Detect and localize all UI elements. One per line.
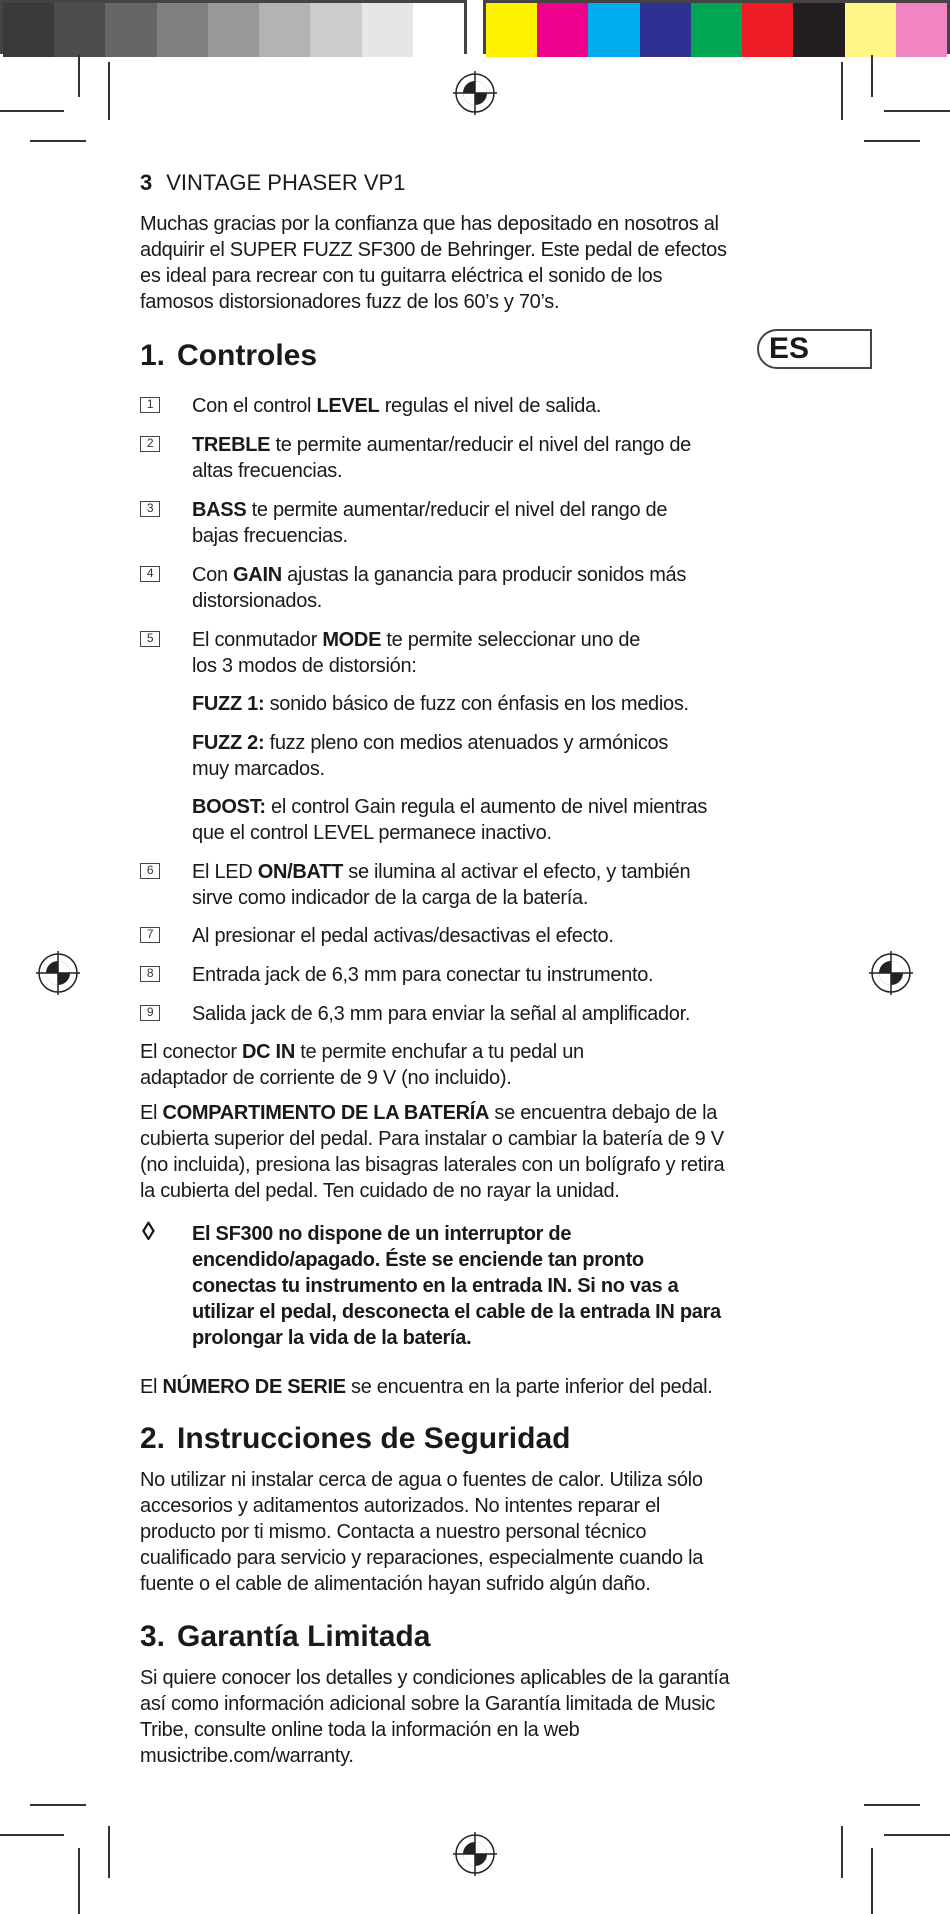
crop-mark	[884, 1834, 950, 1836]
gray-calibration-bar	[0, 0, 467, 54]
section-title: Controles	[177, 339, 318, 372]
crop-mark	[108, 62, 110, 120]
battery-paragraph: El COMPARTIMENTO DE LA BATERÍA se encuentra debajo de la cubierta superior del pedal. Para instalar o cambiar la batería de 9 V (no incluida), presiona las bisagras laterales con un bolígrafo y retira la cubierta del pedal. Ten cuidado de no rayar la unidad.	[140, 1102, 725, 1202]
warranty-paragraph: Si quiere conocer los detalles y condiciones aplicables de la garantía así como información adicional sobre la Garantía limitada de Music Tribe, consulte online toda la información en la web musictribe.com/warranty.	[140, 1667, 730, 1767]
item-text: El conmutador MODE te permite seleccionar uno de los 3 modos de distorsión:	[192, 629, 641, 677]
crop-mark	[0, 110, 64, 112]
page-number: 3	[140, 170, 153, 195]
mode-fuzz1: FUZZ 1: sonido básico de fuzz con énfasis en los medios.	[192, 693, 689, 715]
mode-fuzz2: FUZZ 2: fuzz pleno con medios atenuados y armónicos muy marcados.	[192, 732, 669, 780]
item-text: BASS te permite aumentar/reducir el nivel del rango de bajas frecuencias.	[192, 499, 668, 547]
crop-mark	[841, 62, 843, 120]
gray-swatch	[208, 3, 259, 57]
gray-swatch	[362, 3, 413, 57]
crop-mark	[871, 55, 873, 97]
item-number-box: 9	[140, 1005, 160, 1021]
registration-mark-icon	[869, 951, 913, 995]
item-text: Salida jack de 6,3 mm para enviar la señal al amplificador.	[192, 1003, 691, 1025]
serial-paragraph: El NÚMERO DE SERIE se encuentra en la parte inferior del pedal.	[140, 1376, 713, 1398]
color-swatch	[793, 3, 844, 57]
gray-swatch	[105, 3, 156, 57]
item-text: TREBLE te permite aumentar/reducir el nivel del rango de altas frecuencias.	[192, 434, 691, 482]
item-text: Con el control LEVEL regulas el nivel de salida.	[192, 395, 602, 417]
item-text: Entrada jack de 6,3 mm para conectar tu instrumento.	[192, 964, 654, 986]
crop-mark	[864, 140, 920, 142]
crop-mark	[841, 1826, 843, 1878]
crop-mark	[30, 1804, 86, 1806]
gray-swatch	[54, 3, 105, 57]
note-diamond-icon: ◊	[142, 1216, 155, 1246]
section-heading-controles	[140, 339, 317, 373]
crop-mark	[871, 1848, 873, 1914]
color-swatch	[588, 3, 639, 57]
color-swatch	[845, 3, 896, 57]
crop-mark	[108, 1826, 110, 1878]
mode-boost: BOOST: el control Gain regula el aumento de nivel mientras que el control LEVEL permanece inactivo.	[192, 796, 708, 844]
crop-mark	[30, 140, 86, 142]
item-text: Al presionar el pedal activas/desactivas el efecto.	[192, 925, 614, 947]
safety-paragraph: No utilizar ni instalar cerca de agua o fuentes de calor. Utiliza sólo accesorios y aditamentos autorizados. No intentes reparar el producto por ti mismo. Contacta a nuestro personal técnico cualificado para servicio y reparaciones, especialmente cuando la fuente o el cable de alimentación hayan sufrido algún daño.	[140, 1469, 704, 1595]
item-text: El LED ON/BATT se ilumina al activar el efecto, y también sirve como indicador de la carga de la batería.	[192, 861, 691, 909]
item-number-box: 6	[140, 863, 160, 879]
item-number-box: 5	[140, 631, 160, 647]
registration-mark-icon	[453, 71, 497, 115]
dcin-paragraph: El conector DC IN te permite enchufar a tu pedal un adaptador de corriente de 9 V (no incluido).	[140, 1041, 584, 1089]
item-number-box: 3	[140, 501, 160, 517]
crop-mark	[0, 1834, 64, 1836]
color-swatch	[896, 3, 947, 57]
section-heading-seguridad: 2. Instrucciones de Seguridad	[140, 1422, 571, 1455]
item-number-box: 4	[140, 566, 160, 582]
registration-mark-icon	[453, 1832, 497, 1876]
gray-swatch	[157, 3, 208, 57]
crop-mark	[78, 55, 80, 97]
page-header	[140, 170, 405, 196]
gray-swatch	[259, 3, 310, 57]
item-number-box: 2	[140, 436, 160, 452]
color-swatch	[486, 3, 537, 57]
crop-mark	[78, 1848, 80, 1914]
section-heading-garantia: 3. Garantía Limitada	[140, 1620, 431, 1653]
gray-swatch	[413, 3, 464, 57]
section-number: 1.	[140, 339, 166, 372]
registration-mark-icon	[36, 951, 80, 995]
color-swatch	[640, 3, 691, 57]
gray-swatch	[310, 3, 361, 57]
gray-swatch	[3, 3, 54, 57]
item-text: Con GAIN ajustas la ganancia para producir sonidos más distorsionados.	[192, 564, 687, 612]
item-number-box: 7	[140, 927, 160, 943]
color-swatch	[742, 3, 793, 57]
color-swatch	[691, 3, 742, 57]
crop-mark	[884, 110, 950, 112]
crop-mark	[864, 1804, 920, 1806]
color-calibration-bar	[483, 0, 950, 54]
item-number-box: 8	[140, 966, 160, 982]
product-name: VINTAGE PHASER VP1	[166, 170, 406, 195]
language-tab: ES	[757, 329, 872, 369]
intro-paragraph: Muchas gracias por la confianza que has depositado en nosotros al adquirir el SUPER FUZZ SF300 de Behringer. Este pedal de efectos es ideal para recrear con tu guitarra eléctrica el sonido de los famosos distorsionadores fuzz de los 60’s y 70’s.	[140, 213, 727, 313]
note-text: El SF300 no dispone de un interruptor de encendido/apagado. Éste se enciende tan pronto conectas tu instrumento en la entrada IN. Si no vas a utilizar el pedal, desconecta el cable de la entrada IN para prolongar la vida de la batería.	[192, 1223, 721, 1349]
item-number-box: 1	[140, 397, 160, 413]
color-swatch	[537, 3, 588, 57]
